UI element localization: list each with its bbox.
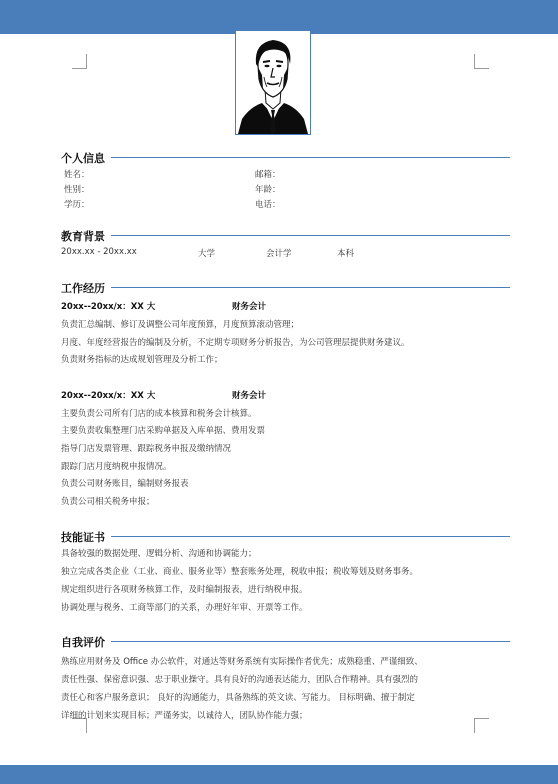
degree-label: 学历： — [64, 200, 90, 210]
job-1-position: 财务会计 — [232, 302, 267, 312]
personal-info-title: 个人信息 — [61, 152, 105, 165]
self-eval-title: 自我评价 — [61, 636, 105, 649]
education-school: 大学 — [198, 249, 216, 259]
job-2-duty-2: 主要负责收集整理门店采购单据及入库单据、费用发票 — [61, 426, 266, 436]
education-period: 20xx.xx - 20xx.xx — [61, 247, 137, 257]
self-eval-line-3: 责任心和客户服务意识； 良好的沟通能力，具备熟练的英文读、写能力。 目标明确、擅于制定 — [61, 693, 415, 703]
job-2-position: 财务会计 — [232, 391, 267, 401]
crop-mark-bottom-right — [474, 718, 489, 733]
job-2-duty-4: 跟踪门店月度纳税申报情况。 — [61, 462, 172, 472]
age-label: 年龄： — [255, 185, 281, 195]
name-label: 姓名： — [64, 170, 90, 180]
education-major: 会计学 — [266, 249, 292, 259]
job-1-duty-3: 负责财务指标的达成规划管理及分析工作； — [61, 355, 223, 365]
education-title: 教育背景 — [61, 230, 105, 243]
phone-label: 电话： — [255, 200, 281, 210]
crop-mark-top-left — [72, 54, 87, 69]
job-2-duty-3: 指导门店发票管理、跟踪税务申报及缴纳情况 — [61, 444, 232, 454]
skill-line-1: 具备较强的数据处理、逻辑分析、沟通和协调能力； — [61, 549, 257, 559]
self-eval-divider — [111, 641, 510, 642]
profile-photo — [235, 30, 311, 135]
work-title: 工作经历 — [61, 282, 105, 295]
personal-info-divider — [111, 157, 510, 158]
header-band — [0, 0, 558, 34]
job-1-duty-1: 负责汇总编制、修订及调整公司年度预算，月度预算滚动管理； — [61, 320, 300, 330]
job-1-duty-2: 月度、年度经营报告的编制及分析，不定期专项财务分析报告，为公司管理层提供财务建议。 — [61, 338, 410, 348]
skills-title: 技能证书 — [61, 531, 105, 544]
footer-band — [0, 765, 558, 784]
self-eval-line-4: 详细的计划来实现目标；严谨务实，以诚待人，团队协作能力强； — [61, 711, 308, 721]
education-level: 本科 — [337, 249, 355, 259]
job-2-duty-6: 负责公司相关税务申报； — [61, 497, 155, 507]
gender-label: 性别： — [64, 185, 90, 195]
crop-mark-top-right — [474, 54, 489, 69]
work-divider — [111, 287, 510, 288]
job-2-duty-1: 主要负责公司所有门店的成本核算和税务会计核算。 — [61, 409, 257, 419]
education-divider — [111, 235, 510, 236]
skill-line-2: 独立完成各类企业（工业、商业、服务业等）整套账务处理，税收申报；税收筹划及财务事务。 — [61, 567, 419, 577]
skill-line-3: 规定组织进行各项财务核算工作，及时编制报表，进行纳税申报。 — [61, 585, 308, 595]
job-1-header: 20xx--20xx/x：XX 大 — [61, 302, 156, 312]
skill-line-4: 协调处理与税务、工商等部门的关系，办理好年审、开票等工作。 — [61, 603, 308, 613]
self-eval-line-1: 熟练应用财务及 Office 办公软件，对通达等财务系统有实际操作者优先；成熟稳重、严谨细致、 — [61, 657, 423, 667]
portrait-image — [236, 31, 310, 134]
job-2-header: 20xx--20xx/x：XX 大 — [61, 391, 156, 401]
job-2-duty-5: 负责公司财务账目，编制财务报表 — [61, 479, 189, 489]
self-eval-line-2: 责任性强、保密意识强、忠于职业操守。具有良好的沟通表达能力，团队合作精神。具有强烈的 — [61, 675, 419, 685]
skills-divider — [111, 536, 510, 537]
email-label: 邮箱： — [255, 170, 281, 180]
